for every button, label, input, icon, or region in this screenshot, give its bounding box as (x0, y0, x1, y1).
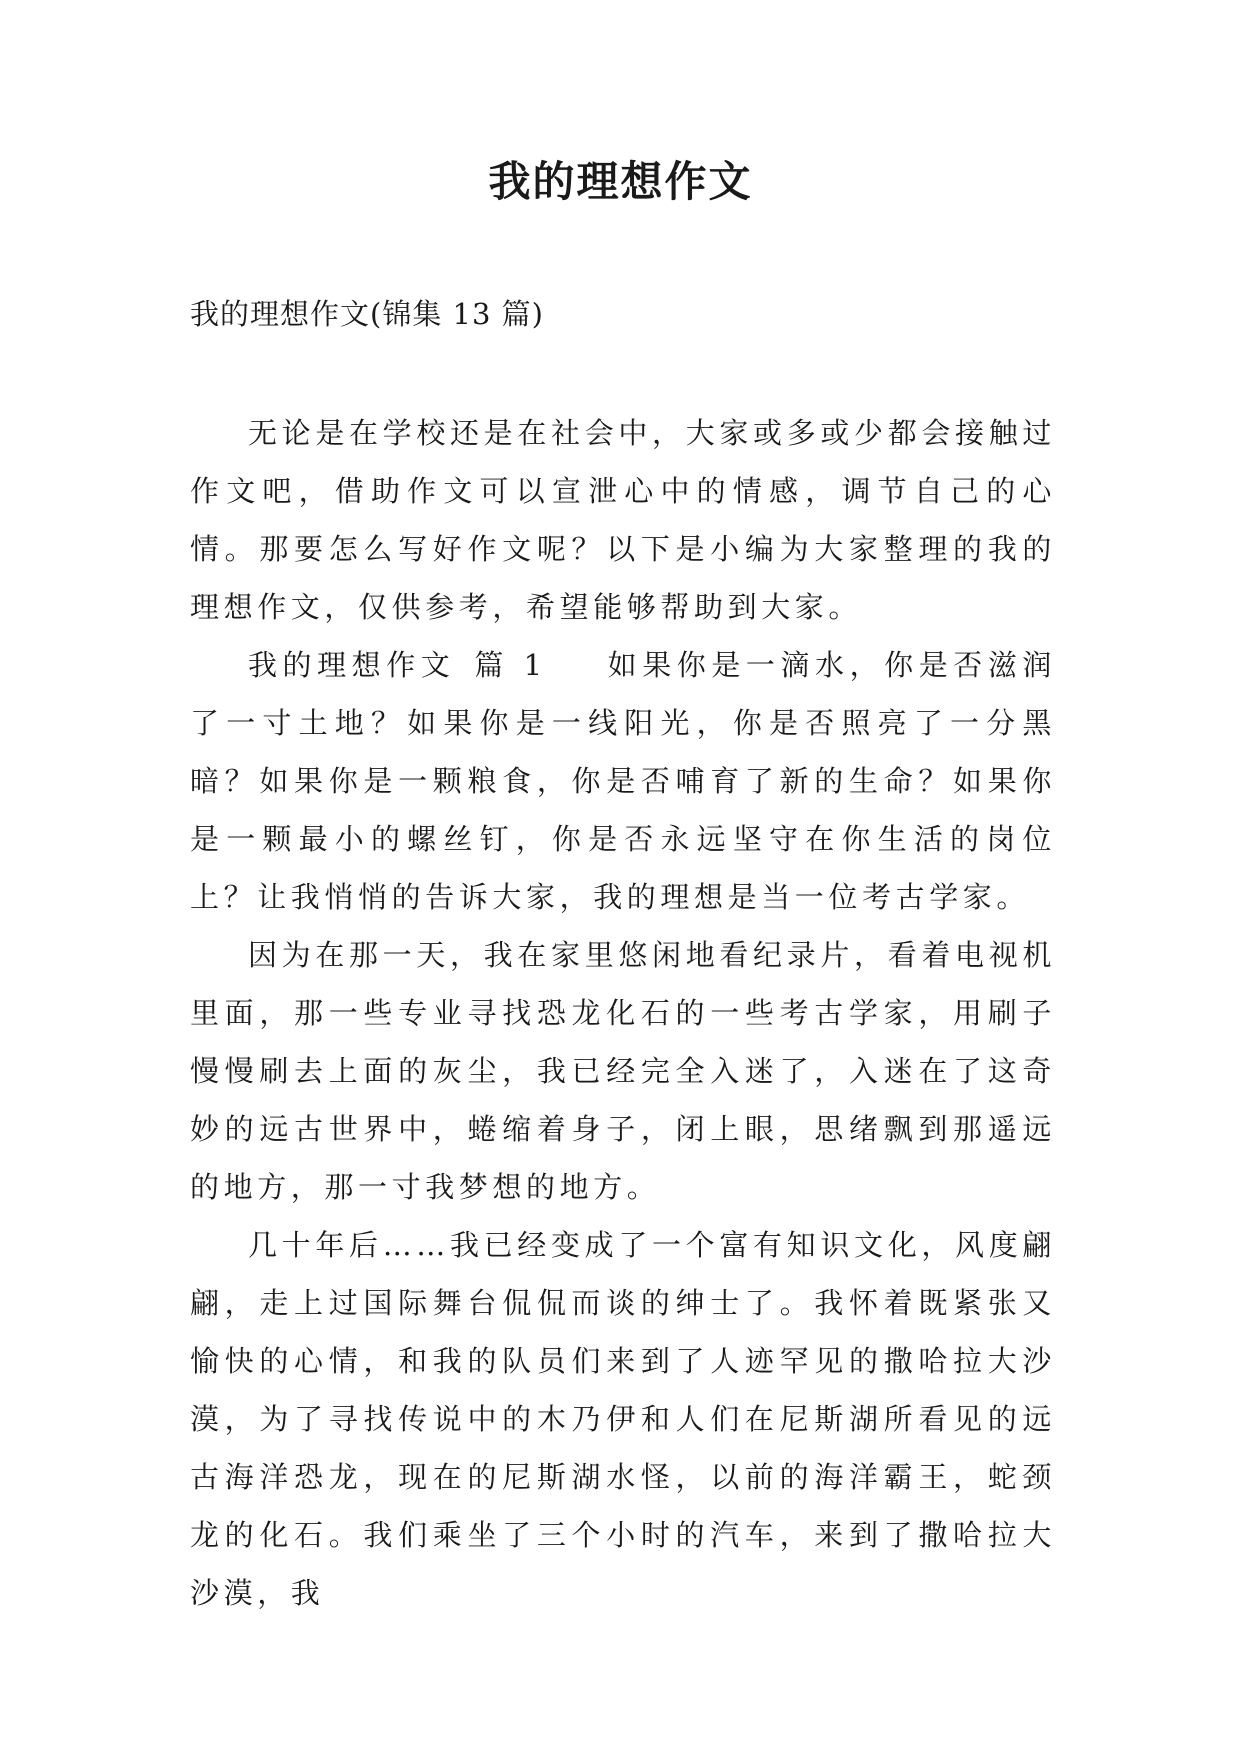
intro-paragraph: 无论是在学校还是在社会中，大家或多或少都会接触过作文吧，借助作文可以宣泄心中的情感，调节自己的心情。那要怎么写好作文呢？以下是小编为大家整理的我的理想作文，仅供参考，希望能够帮助到大家。 (190, 416, 1056, 624)
essay-paragraph-2: 因为在那一天，我在家里悠闲地看纪录片，看着电视机里面，那一些专业寻找恐龙化石的一些考古学家，用刷子慢慢刷去上面的灰尘，我已经完全入迷了，入迷在了这奇妙的远古世界中，蜷缩着身子，闭上眼，思绪飘到那遥远的地方，那一寸我梦想的地方。 (190, 938, 1056, 1204)
essay-paragraph-3: 几十年后……我已经变成了一个富有知识文化，风度翩翩，走上过国际舞台侃侃而谈的绅士了。我怀着既紧张又愉快的心情，和我的队员们来到了人迹罕见的撒哈拉大沙漠，为了寻找传说中的木乃伊和人们在尼斯湖所看见的远古海洋恐龙，现在的尼斯湖水怪，以前的海洋霸王，蛇颈龙的化石。我们乘坐了三个小时的汽车，来到了撒哈拉大沙漠，我 (190, 1228, 1056, 1610)
document-body (190, 404, 1056, 1622)
essay-heading: 我的理想作文 (248, 648, 456, 682)
document-subtitle: 我的理想作文(锦集 13 篇) (190, 297, 544, 331)
essay-1-paragraph (190, 636, 1056, 926)
essay-number: 篇 1 (473, 648, 547, 682)
document-title: 我的理想作文 (488, 157, 753, 206)
essay-paragraph-1: 如果你是一滴水，你是否滋润了一寸土地？如果你是一线阳光，你是否照亮了一分黑暗？如果你是一颗粮食，你是否哺育了新的生命？如果你是一颗最小的螺丝钉，你是否永远坚守在你生活的岗位上？让我悄悄的告诉大家，我的理想是当一位考古学家。 (190, 648, 1056, 914)
